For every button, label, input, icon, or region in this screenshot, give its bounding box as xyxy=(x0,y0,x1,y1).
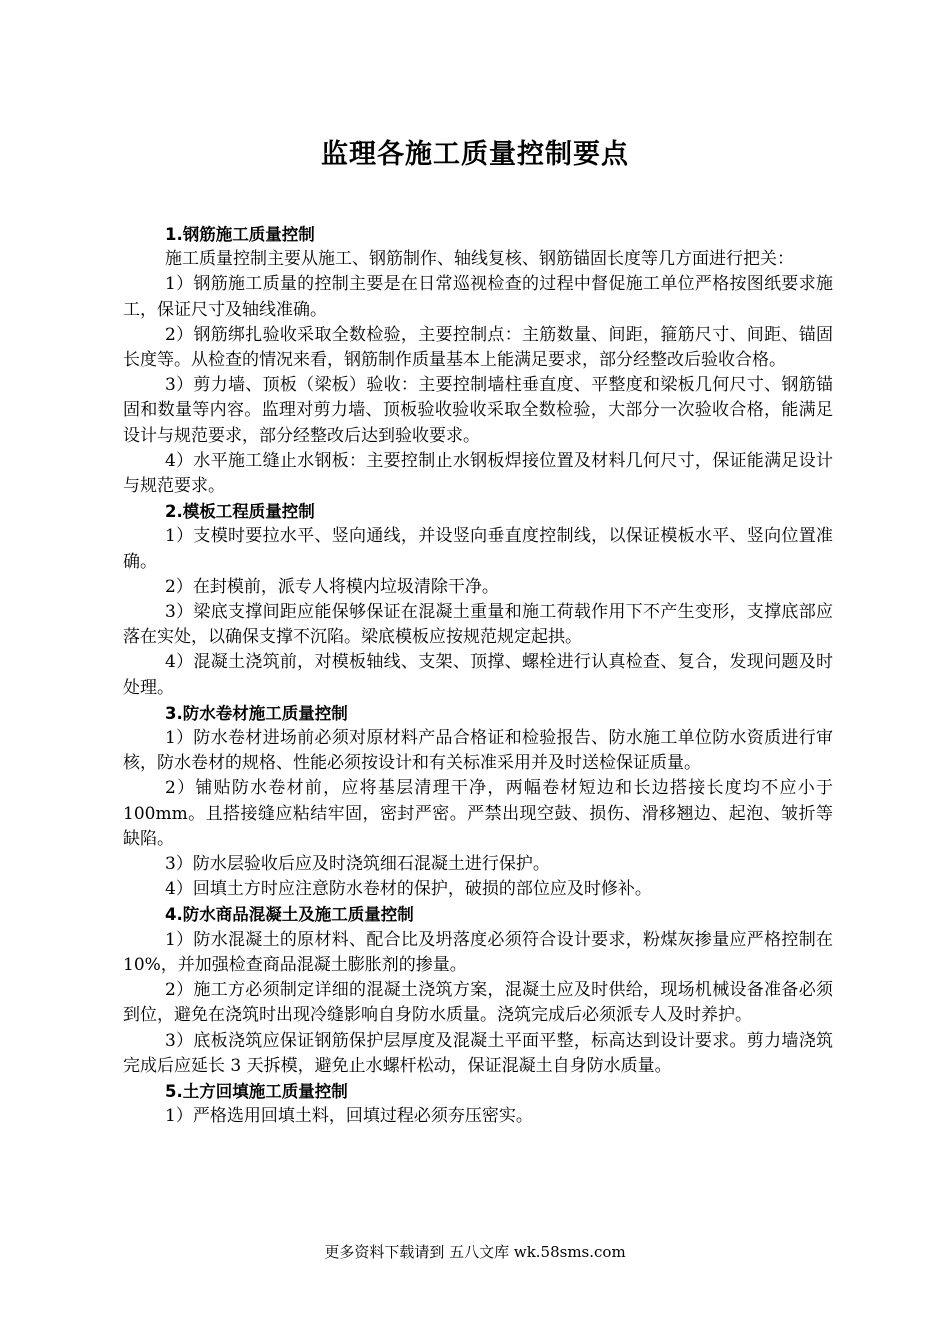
paragraph: 1）防水卷材进场前必须对原材料产品合格证和检验报告、防水施工单位防水资质进行审核，防水卷材的规格、性能必须按设计和有关标准采用并及时送检保证质量。 xyxy=(123,728,833,774)
paragraph: 1）严格选用回填土料，回填过程必须夯压密实。 xyxy=(165,1106,533,1127)
section-heading: 5.土方回填施工质量控制 xyxy=(165,1081,348,1101)
paragraph: 3）剪力墙、顶板（梁板）验收：主要控制墙柱垂直度、平整度和梁板几何尺寸、钢筋锚固和数量等内容。监理对剪力墙、顶板验收验收采取全数检验，大部分一次验收合格，能满足设计与规范要求，部分经整改后达到验收要求。 xyxy=(123,375,833,446)
section-heading: 2.模板工程质量控制 xyxy=(165,502,315,522)
paragraph: 2）钢筋绑扎验收采取全数检验，主要控制点：主筋数量、间距，箍筋尺寸、间距、锚固长度等。从检查的情况来看，钢筋制作质量基本上能满足要求，部分经整改后验收合格。 xyxy=(123,324,833,371)
paragraph: 3）防水层验收后应及时浇筑细石混凝土进行保护。 xyxy=(165,854,550,875)
paragraph: 3）底板浇筑应保证钢筋保护层厚度及混凝土平面平整，标高达到设计要求。剪力墙浇筑完成后应延长 3 天拆模，避免止水螺杆松动，保证混凝土自身防水质量。 xyxy=(123,1030,833,1076)
paragraph: 施工质量控制主要从施工、钢筋制作、轴线复核、钢筋锚固长度等几方面进行把关： xyxy=(165,249,794,270)
paragraph: 4）混凝土浇筑前，对模板轴线、支架、顶撑、螺栓进行认真检查、复合，发现问题及时处理。 xyxy=(123,652,833,698)
page-footer: 更多资料下载请到 五八文库 wk.58sms.com xyxy=(324,1243,626,1261)
section-heading: 4.防水商品混凝土及施工质量控制 xyxy=(165,905,414,925)
document-body xyxy=(123,222,833,1129)
paragraph: 2）铺贴防水卷材前，应将基层清理干净，两幅卷材短边和长边搭接长度均不应小于 100mm。且搭接缝应粘结牢固，密封严密。严禁出现空鼓、损伤、滑移翘边、起泡、皱折等缺陷。 xyxy=(123,778,833,849)
section-heading: 3.防水卷材施工质量控制 xyxy=(165,703,348,723)
paragraph: 1）钢筋施工质量的控制主要是在日常巡视检查的过程中督促施工单位严格按图纸要求施工，保证尺寸及轴线准确。 xyxy=(123,274,833,320)
paragraph: 3）梁底支撑间距应能保够保证在混凝土重量和施工荷载作用下不产生变形，支撑底部应落在实处，以确保支撑不沉陷。梁底模板应按规范规定起拱。 xyxy=(123,602,833,648)
paragraph: 2）在封模前，派专人将模内垃圾清除干净。 xyxy=(165,576,499,597)
paragraph: 4）水平施工缝止水钢板：主要控制止水钢板焊接位置及材料几何尺寸，保证能满足设计与规范要求。 xyxy=(123,450,833,497)
section-heading: 1.钢筋施工质量控制 xyxy=(165,225,315,244)
paragraph: 1）支模时要拉水平、竖向通线，并设竖向垂直度控制线，以保证模板水平、竖向位置准确。 xyxy=(123,526,833,572)
page-title: 监理各施工质量控制要点 xyxy=(321,139,629,170)
paragraph: 1）防水混凝土的原材料、配合比及坍落度必须符合设计要求，粉煤灰掺量应严格控制在 10%，并加强检查商品混凝土膨胀剂的掺量。 xyxy=(123,929,833,975)
paragraph: 2）施工方必须制定详细的混凝土浇筑方案，混凝土应及时供给，现场机械设备准备必须到位，避免在浇筑时出现冷缝影响自身防水质量。浇筑完成后必须派专人及时养护。 xyxy=(123,980,833,1026)
paragraph: 4）回填土方时应注意防水卷材的保护，破损的部位应及时修补。 xyxy=(165,879,652,900)
